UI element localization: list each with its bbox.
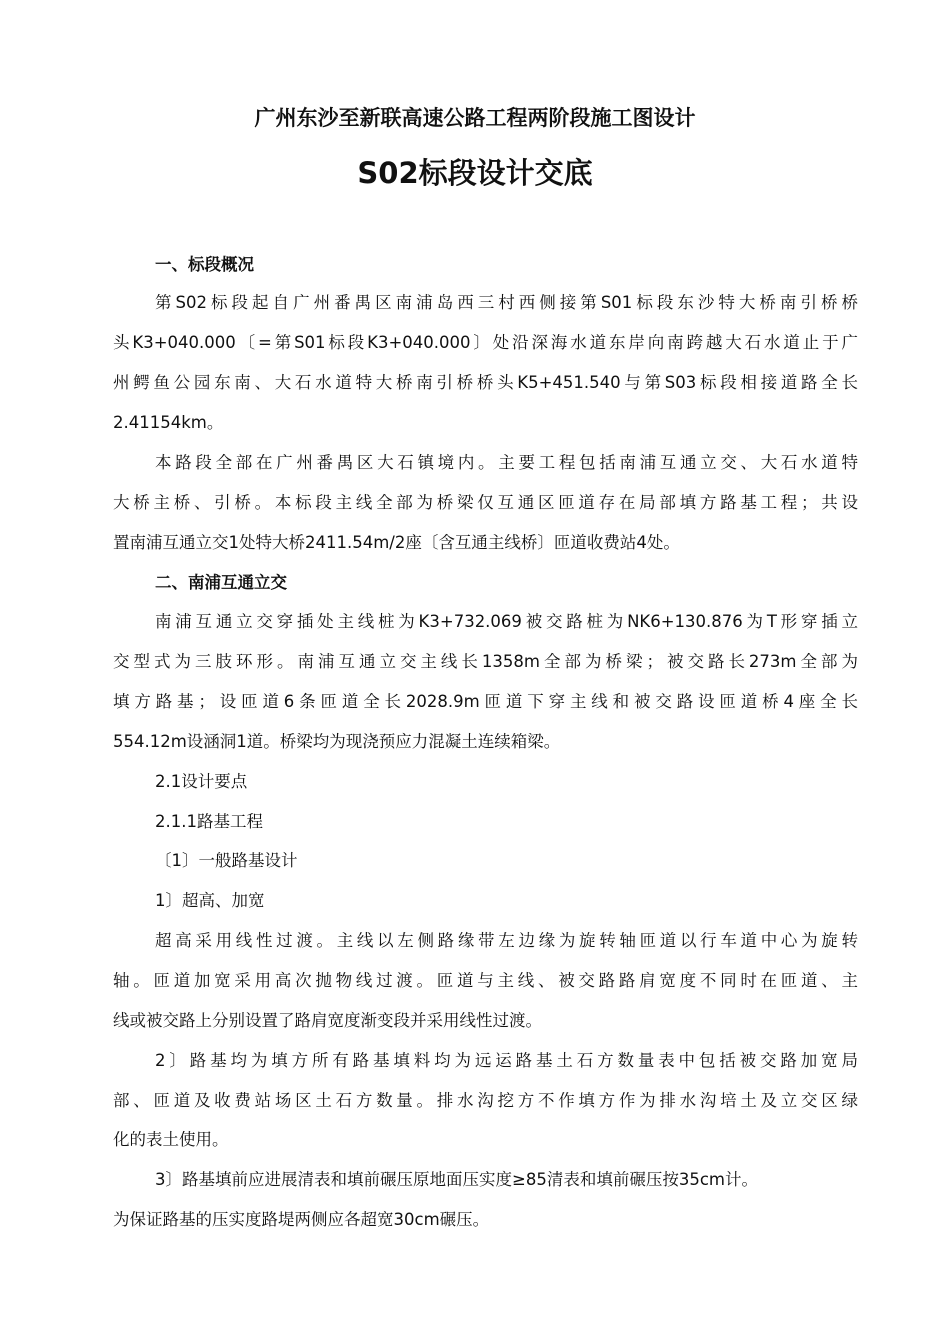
document-subtitle: S02标段设计交底 <box>357 156 593 190</box>
paragraph-3-line: 南浦互通立交穿插处主线桩为K3+732.069被交路桩为NK6+130.876为T形穿插立 <box>155 612 858 631</box>
paragraph-1-line: 第S02标段起自广州番禺区南浦岛西三村西侧接第S01标段东沙特大桥南引桥桥 <box>155 293 858 312</box>
subsection-2-1-1: 2.1.1路基工程 <box>155 812 263 831</box>
subsection-2-1: 2.1设计要点 <box>155 772 248 791</box>
paragraph-1-line: 头K3+040.000〔=第S01标段K3+040.000〕处沿深海水道东岸向南跨越大石水道止于广 <box>113 333 858 352</box>
paragraph-3-line: 填方路基；设匝道6条匝道全长2028.9m匝道下穿主线和被交路设匝道桥4座全长 <box>113 692 858 711</box>
paragraph-1-line: 2.41154km。 <box>113 413 224 432</box>
paragraph-4-line: 轴。匝道加宽采用高次抛物线过渡。匝道与主线、被交路路肩宽度不同时在匝道、主 <box>113 971 858 990</box>
paragraph-2-line: 本路段全部在广州番禺区大石镇境内。主要工程包括南浦互通立交、大石水道特 <box>155 453 858 472</box>
section-1-heading: 一、标段概况 <box>155 255 254 274</box>
paragraph-6-line: 为保证路基的压实度路堤两侧应各超宽30cm碾压。 <box>113 1210 490 1229</box>
subsection-general-subgrade: 〔1〕一般路基设计 <box>155 851 298 870</box>
paragraph-4-line: 超高采用线性过渡。主线以左侧路缘带左边缘为旋转轴匝道以行车道中心为旋转 <box>155 931 858 950</box>
paragraph-6-line: 3〕路基填前应进展清表和填前碾压原地面压实度≥85清表和填前碾压按35cm计。 <box>155 1170 758 1189</box>
paragraph-3-line: 交型式为三肢环形。南浦互通立交主线长1358m全部为桥梁；被交路长273m全部为 <box>113 652 858 671</box>
paragraph-5-line: 化的表土使用。 <box>113 1130 229 1149</box>
subsection-superelevation: 1〕超高、加宽 <box>155 891 265 910</box>
paragraph-2-line: 大桥主桥、引桥。本标段主线全部为桥梁仅互通区匝道存在局部填方路基工程；共设 <box>113 493 858 512</box>
document-title: 广州东沙至新联高速公路工程两阶段施工图设计 <box>254 106 696 130</box>
paragraph-1-line: 州鳄鱼公园东南、大石水道特大桥南引桥桥头K5+451.540与第S03标段相接道路全长 <box>113 373 858 392</box>
section-2-heading: 二、南浦互通立交 <box>155 573 287 592</box>
paragraph-2-line: 置南浦互通立交1处特大桥2411.54m/2座〔含互通主线桥〕匝道收费站4处。 <box>113 533 680 552</box>
paragraph-5-line: 2〕路基均为填方所有路基填料均为远运路基土石方数量表中包括被交路加宽局 <box>155 1051 858 1070</box>
paragraph-5-line: 部、匝道及收费站场区土石方数量。排水沟挖方不作填方作为排水沟培土及立交区绿 <box>113 1091 858 1110</box>
paragraph-3-line: 554.12m设涵洞1道。桥梁均为现浇预应力混凝土连续箱梁。 <box>113 732 561 751</box>
paragraph-4-line: 线或被交路上分别设置了路肩宽度渐变段并采用线性过渡。 <box>113 1011 542 1030</box>
